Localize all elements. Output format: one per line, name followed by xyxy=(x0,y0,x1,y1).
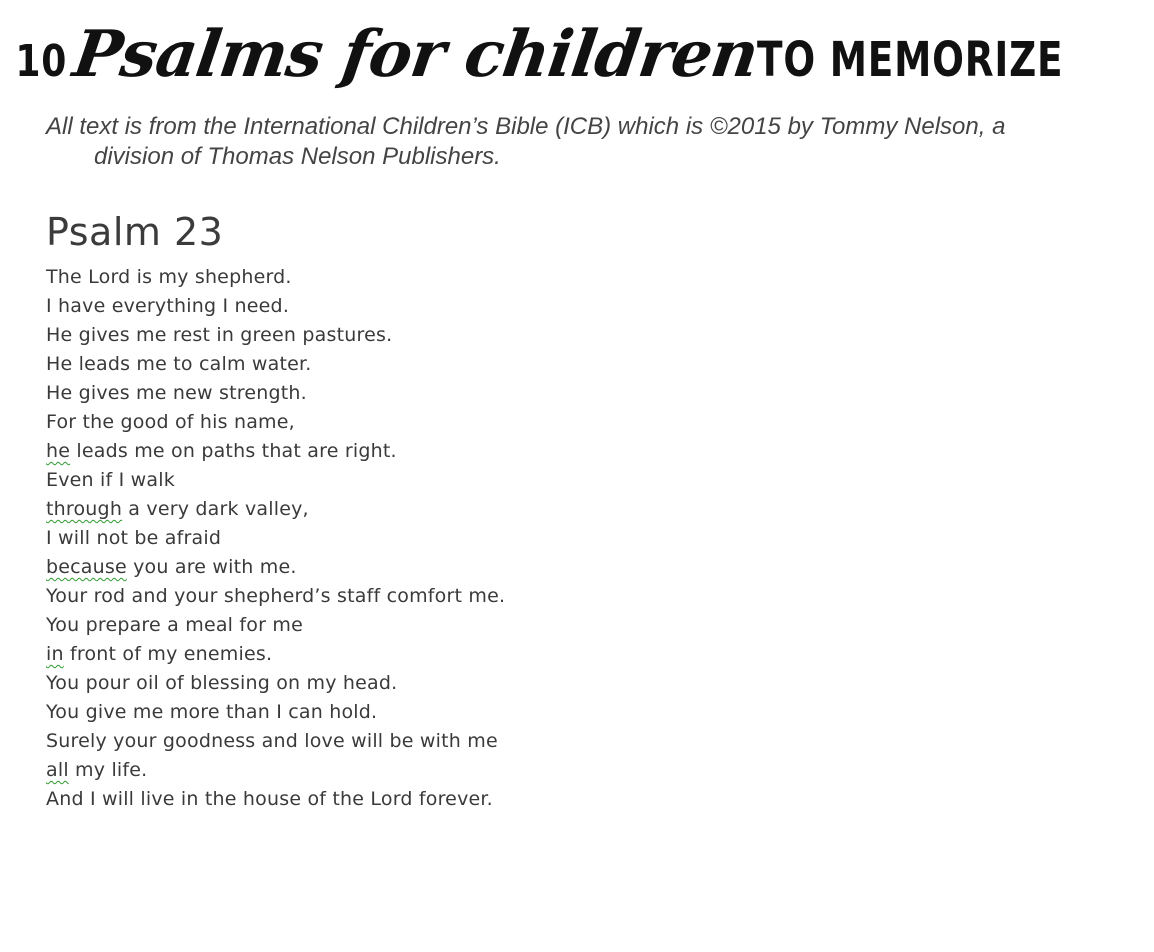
verse-line xyxy=(46,756,505,785)
verse-line xyxy=(46,408,505,437)
verse-text: He leads me to calm water. xyxy=(46,353,312,375)
verse-text: He gives me new strength. xyxy=(46,382,307,404)
verse-text: Even if I walk xyxy=(46,469,175,491)
title-number: 10 xyxy=(15,36,68,88)
verse-line xyxy=(46,466,505,495)
spellcheck-flagged-word[interactable]: because xyxy=(46,556,127,578)
verse-text: And I will live in the house of the Lord forever. xyxy=(46,788,493,810)
verse-line xyxy=(46,524,505,553)
verse-text: Surely your goodness and love will be with me xyxy=(46,730,498,752)
attribution-text: All text is from the International Children’s Bible (ICB) which is ©2015 by Tommy Nelson, a division of Thomas Nelson Publishers. xyxy=(46,113,1006,170)
verse-line xyxy=(46,292,505,321)
verse-line xyxy=(46,582,505,611)
verse-text: you are with me. xyxy=(126,556,297,578)
psalm-heading: Psalm 23 xyxy=(46,210,224,254)
verse-text: a very dark valley, xyxy=(122,498,309,520)
page-title xyxy=(0,17,1154,93)
verse-line xyxy=(46,611,505,640)
verse-line xyxy=(46,698,505,727)
verse-line xyxy=(46,495,505,524)
verse-text: For the good of his name, xyxy=(46,411,295,433)
verse-text: I will not be afraid xyxy=(46,527,222,549)
verse-text: You give me more than I can hold. xyxy=(46,701,378,723)
title-script: Psalms for children xyxy=(68,17,763,93)
verse-text: Your rod and your shepherd’s staff comfort me. xyxy=(46,585,506,607)
verse-text: You prepare a meal for me xyxy=(46,614,303,636)
verse-text: my life. xyxy=(68,759,148,781)
verse-text: leads me on paths that are right. xyxy=(70,440,397,462)
verse-line xyxy=(46,263,505,292)
verse-line xyxy=(46,640,505,669)
verse-text: He gives me rest in green pastures. xyxy=(46,324,393,346)
verse-line xyxy=(46,379,505,408)
verse-text: You pour oil of blessing on my head. xyxy=(46,672,398,694)
psalm-verses xyxy=(46,263,505,814)
verse-line xyxy=(46,321,505,350)
verse-text: I have everything I need. xyxy=(46,295,290,317)
spellcheck-flagged-word[interactable]: through xyxy=(46,498,123,520)
spellcheck-flagged-word[interactable]: all xyxy=(46,759,69,781)
verse-line xyxy=(46,437,505,466)
verse-line xyxy=(46,669,505,698)
verse-line xyxy=(46,785,505,814)
verse-line xyxy=(46,350,505,379)
verse-line xyxy=(46,727,505,756)
verse-text: front of my enemies. xyxy=(63,643,273,665)
title-caps: TO MEMORIZE xyxy=(756,32,1064,89)
spellcheck-flagged-word[interactable]: he xyxy=(46,440,71,462)
verse-text: The Lord is my shepherd. xyxy=(46,266,292,288)
spellcheck-flagged-word[interactable]: in xyxy=(46,643,64,665)
verse-line xyxy=(46,553,505,582)
